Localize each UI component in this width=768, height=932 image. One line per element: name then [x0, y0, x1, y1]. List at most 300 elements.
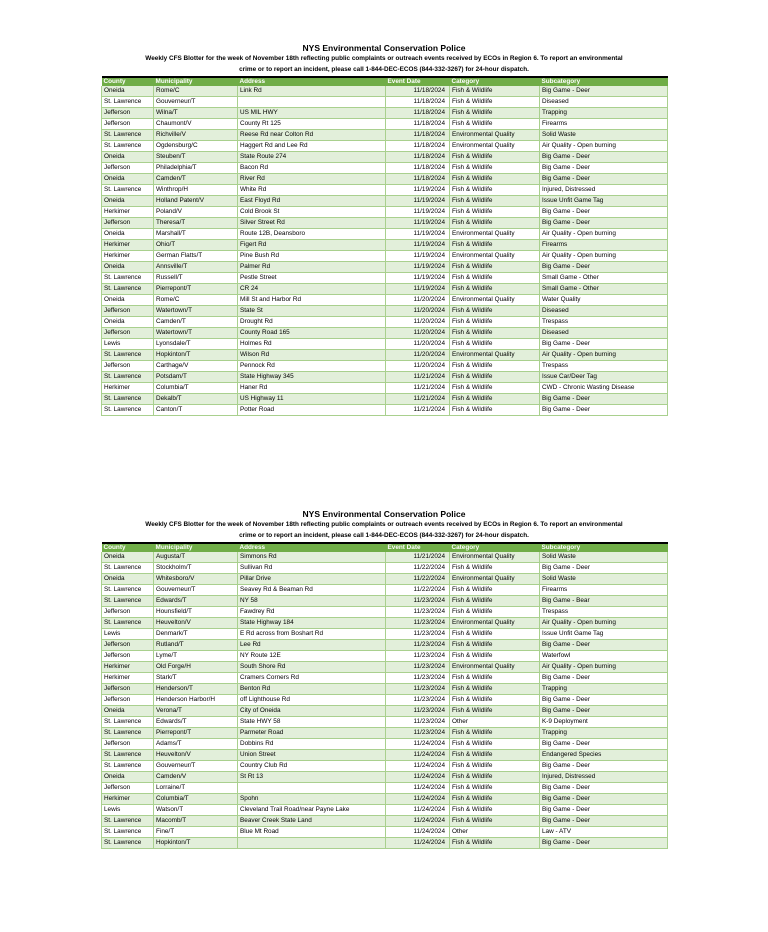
table-row [102, 838, 668, 849]
subcategory-cell: Air Quality - Open burning [540, 662, 668, 673]
address-cell: South Shore Rd [238, 662, 386, 673]
category-cell: Fish & Wildlife [450, 328, 540, 339]
county-cell: Oneida [102, 262, 154, 273]
event-date-cell: 11/23/2024 [386, 728, 450, 739]
municipality-cell: Watertown/T [154, 328, 238, 339]
address-cell: Pillar Drive [238, 574, 386, 585]
event-date-cell: 11/20/2024 [386, 361, 450, 372]
county-cell: St. Lawrence [102, 372, 154, 383]
category-cell: Fish & Wildlife [450, 739, 540, 750]
address-cell: Holmes Rd [238, 339, 386, 350]
county-cell: St. Lawrence [102, 618, 154, 629]
event-date-cell: 11/21/2024 [386, 383, 450, 394]
subcategory-cell: Big Game - Deer [540, 218, 668, 229]
event-date-cell: 11/24/2024 [386, 761, 450, 772]
table-row [102, 596, 668, 607]
table-row [102, 805, 668, 816]
address-cell: River Rd [238, 174, 386, 185]
county-cell: Herkimer [102, 240, 154, 251]
municipality-cell: Edwards/T [154, 596, 238, 607]
county-cell: St. Lawrence [102, 717, 154, 728]
event-date-cell: 11/22/2024 [386, 563, 450, 574]
table-row [102, 163, 668, 174]
address-cell: County Rt 125 [238, 119, 386, 130]
table-row [102, 640, 668, 651]
address-cell: State St [238, 306, 386, 317]
subcategory-cell: Big Game - Deer [540, 339, 668, 350]
county-cell: St. Lawrence [102, 130, 154, 141]
table-row [102, 761, 668, 772]
event-date-cell: 11/21/2024 [386, 405, 450, 416]
municipality-cell: Gouverneur/T [154, 97, 238, 108]
table-row [102, 97, 668, 108]
address-cell: Cleveland Trail Road/near Payne Lake [238, 805, 386, 816]
county-cell: Oneida [102, 706, 154, 717]
category-cell: Fish & Wildlife [450, 207, 540, 218]
category-cell: Fish & Wildlife [450, 684, 540, 695]
category-cell: Fish & Wildlife [450, 339, 540, 350]
municipality-cell: Canton/T [154, 405, 238, 416]
address-cell: NY 58 [238, 596, 386, 607]
address-cell: Fawdrey Rd [238, 607, 386, 618]
category-cell: Fish & Wildlife [450, 750, 540, 761]
table-row [102, 607, 668, 618]
subcategory-cell: Big Game - Deer [540, 174, 668, 185]
municipality-cell: Potsdam/T [154, 372, 238, 383]
event-date-cell: 11/23/2024 [386, 596, 450, 607]
subcategory-cell: Firearms [540, 119, 668, 130]
category-cell: Fish & Wildlife [450, 761, 540, 772]
address-cell: Potter Road [238, 405, 386, 416]
county-cell: Oneida [102, 152, 154, 163]
municipality-cell: Columbia/T [154, 383, 238, 394]
subcategory-cell: Big Game - Deer [540, 394, 668, 405]
category-cell: Other [450, 827, 540, 838]
table-row [102, 662, 668, 673]
table-row [102, 196, 668, 207]
county-cell: Jefferson [102, 684, 154, 695]
event-date-cell: 11/23/2024 [386, 651, 450, 662]
county-cell: Herkimer [102, 383, 154, 394]
table-row [102, 108, 668, 119]
address-cell: Pennock Rd [238, 361, 386, 372]
county-cell: Herkimer [102, 673, 154, 684]
category-cell: Environmental Quality [450, 295, 540, 306]
table-row [102, 174, 668, 185]
category-cell: Fish & Wildlife [450, 284, 540, 295]
subcategory-cell: Issue Car/Deer Tag [540, 372, 668, 383]
event-date-cell: 11/18/2024 [386, 163, 450, 174]
county-cell: Herkimer [102, 794, 154, 805]
event-date-cell: 11/19/2024 [386, 218, 450, 229]
table-row [102, 618, 668, 629]
address-cell: St Rt 13 [238, 772, 386, 783]
county-cell: Jefferson [102, 361, 154, 372]
event-date-cell: 11/19/2024 [386, 207, 450, 218]
category-cell: Fish & Wildlife [450, 640, 540, 651]
county-cell: St. Lawrence [102, 596, 154, 607]
county-cell: Herkimer [102, 207, 154, 218]
event-date-cell: 11/21/2024 [386, 552, 450, 563]
table-row [102, 295, 668, 306]
municipality-cell: Ogdensburg/C [154, 141, 238, 152]
municipality-cell: Heuvelton/V [154, 750, 238, 761]
subtitle-line-1: Weekly CFS Blotter for the week of November 18th reflecting public complaints or outreach events received by ECOs in Region 6. To report an environmental [145, 55, 623, 62]
table-row [102, 141, 668, 152]
category-cell: Fish & Wildlife [450, 108, 540, 119]
table-row [102, 185, 668, 196]
county-cell: Jefferson [102, 119, 154, 130]
table-header-row [102, 543, 668, 552]
table-row [102, 684, 668, 695]
subcategory-cell: K-9 Deployment [540, 717, 668, 728]
address-cell: Mill St and Harbor Rd [238, 295, 386, 306]
event-date-cell: 11/23/2024 [386, 706, 450, 717]
event-date-cell: 11/24/2024 [386, 739, 450, 750]
blotter-table [101, 542, 668, 849]
table-row [102, 207, 668, 218]
event-date-cell: 11/19/2024 [386, 240, 450, 251]
event-date-cell: 11/18/2024 [386, 152, 450, 163]
subcategory-cell: Big Game - Deer [540, 563, 668, 574]
event-date-cell: 11/18/2024 [386, 97, 450, 108]
subcategory-cell: Big Game - Deer [540, 739, 668, 750]
address-cell: Simmons Rd [238, 552, 386, 563]
subcategory-cell: Big Game - Deer [540, 816, 668, 827]
subcategory-cell: Injured, Distressed [540, 772, 668, 783]
address-cell: Figert Rd [238, 240, 386, 251]
table-row [102, 772, 668, 783]
category-cell: Fish & Wildlife [450, 772, 540, 783]
blotter-section-2 [101, 509, 667, 849]
address-cell: Pestle Street [238, 273, 386, 284]
event-date-cell: 11/19/2024 [386, 284, 450, 295]
category-cell: Environmental Quality [450, 662, 540, 673]
event-date-cell: 11/22/2024 [386, 585, 450, 596]
municipality-cell: Stark/T [154, 673, 238, 684]
county-cell: Oneida [102, 86, 154, 97]
table-row [102, 673, 668, 684]
address-cell [238, 783, 386, 794]
table-row [102, 783, 668, 794]
category-cell: Fish & Wildlife [450, 629, 540, 640]
address-cell: Cramers Corners Rd [238, 673, 386, 684]
county-cell: Jefferson [102, 306, 154, 317]
address-cell: Route 12B, Deansboro [238, 229, 386, 240]
address-cell: Haggert Rd and Lee Rd [238, 141, 386, 152]
table-header-row [102, 77, 668, 86]
municipality-cell: Ohio/T [154, 240, 238, 251]
category-cell: Environmental Quality [450, 618, 540, 629]
municipality-cell: Holland Patent/V [154, 196, 238, 207]
county-cell: Lewis [102, 629, 154, 640]
subcategory-cell: Big Game - Deer [540, 761, 668, 772]
county-cell: Oneida [102, 196, 154, 207]
table-row [102, 552, 668, 563]
county-cell: Jefferson [102, 739, 154, 750]
municipality-cell: Carthage/V [154, 361, 238, 372]
table-row [102, 372, 668, 383]
table-row [102, 383, 668, 394]
category-cell: Fish & Wildlife [450, 405, 540, 416]
table-row [102, 306, 668, 317]
category-cell: Environmental Quality [450, 141, 540, 152]
municipality-cell: Augusta/T [154, 552, 238, 563]
county-cell: Herkimer [102, 251, 154, 262]
event-date-cell: 11/18/2024 [386, 108, 450, 119]
county-cell: St. Lawrence [102, 750, 154, 761]
category-cell: Fish & Wildlife [450, 563, 540, 574]
municipality-cell: Rome/C [154, 86, 238, 97]
municipality-cell: Dekalb/T [154, 394, 238, 405]
category-cell: Fish & Wildlife [450, 152, 540, 163]
event-date-cell: 11/24/2024 [386, 750, 450, 761]
subcategory-cell: Big Game - Deer [540, 152, 668, 163]
subcategory-cell: Diseased [540, 97, 668, 108]
event-date-cell: 11/18/2024 [386, 141, 450, 152]
address-cell: Spohn [238, 794, 386, 805]
county-cell: Oneida [102, 229, 154, 240]
subcategory-cell: CWD - Chronic Wasting Disease [540, 383, 668, 394]
subcategory-cell: Big Game - Deer [540, 86, 668, 97]
subtitle-line-2: crime or to report an incident, please call 1-844-DEC-ECOS (844-332-3267) for 24-hour dispatch. [239, 65, 529, 73]
table-row [102, 240, 668, 251]
municipality-cell: Gouverneur/T [154, 585, 238, 596]
subcategory-cell: Big Game - Deer [540, 794, 668, 805]
municipality-cell: Hopkinton/T [154, 350, 238, 361]
category-cell: Fish & Wildlife [450, 728, 540, 739]
address-cell: Pine Bush Rd [238, 251, 386, 262]
event-date-cell: 11/19/2024 [386, 196, 450, 207]
address-cell: Palmer Rd [238, 262, 386, 273]
column-header-category: Category [450, 77, 540, 86]
county-cell: St. Lawrence [102, 827, 154, 838]
county-cell: Lewis [102, 339, 154, 350]
address-cell: State Highway 345 [238, 372, 386, 383]
county-cell: Jefferson [102, 163, 154, 174]
address-cell: off Lighthouse Rd [238, 695, 386, 706]
subcategory-cell: Issue Unfit Game Tag [540, 629, 668, 640]
event-date-cell: 11/22/2024 [386, 574, 450, 585]
subcategory-cell: Small Game - Other [540, 273, 668, 284]
address-cell [238, 97, 386, 108]
event-date-cell: 11/20/2024 [386, 350, 450, 361]
municipality-cell: Richville/V [154, 130, 238, 141]
address-cell: US Highway 11 [238, 394, 386, 405]
subcategory-cell: Big Game - Deer [540, 695, 668, 706]
event-date-cell: 11/19/2024 [386, 273, 450, 284]
category-cell: Environmental Quality [450, 130, 540, 141]
subcategory-cell: Diseased [540, 328, 668, 339]
event-date-cell: 11/18/2024 [386, 86, 450, 97]
column-header-county: County [102, 77, 154, 86]
event-date-cell: 11/23/2024 [386, 695, 450, 706]
event-date-cell: 11/21/2024 [386, 394, 450, 405]
subcategory-cell: Injured, Distressed [540, 185, 668, 196]
address-cell: City of Oneida [238, 706, 386, 717]
subcategory-cell: Trespass [540, 317, 668, 328]
category-cell: Fish & Wildlife [450, 816, 540, 827]
municipality-cell: Winthrop/H [154, 185, 238, 196]
table-row [102, 728, 668, 739]
subcategory-cell: Air Quality - Open burning [540, 618, 668, 629]
subcategory-cell: Endangered Species [540, 750, 668, 761]
table-row [102, 405, 668, 416]
category-cell: Fish & Wildlife [450, 372, 540, 383]
event-date-cell: 11/19/2024 [386, 262, 450, 273]
subcategory-cell: Big Game - Deer [540, 640, 668, 651]
event-date-cell: 11/24/2024 [386, 816, 450, 827]
county-cell: Oneida [102, 295, 154, 306]
column-header-event-date: Event Date [386, 543, 450, 552]
county-cell: St. Lawrence [102, 728, 154, 739]
event-date-cell: 11/18/2024 [386, 119, 450, 130]
address-cell: E Rd across from Boshart Rd [238, 629, 386, 640]
address-cell: Parmeter Road [238, 728, 386, 739]
county-cell: St. Lawrence [102, 816, 154, 827]
address-cell: Wilson Rd [238, 350, 386, 361]
municipality-cell: Heuvelton/V [154, 618, 238, 629]
county-cell: St. Lawrence [102, 585, 154, 596]
table-row [102, 563, 668, 574]
category-cell: Fish & Wildlife [450, 273, 540, 284]
address-cell: State Highway 184 [238, 618, 386, 629]
event-date-cell: 11/18/2024 [386, 130, 450, 141]
address-cell: US MIL HWY [238, 108, 386, 119]
event-date-cell: 11/24/2024 [386, 772, 450, 783]
table-row [102, 394, 668, 405]
table-row [102, 651, 668, 662]
column-header-county: County [102, 543, 154, 552]
county-cell: Oneida [102, 174, 154, 185]
table-row [102, 328, 668, 339]
category-cell: Fish & Wildlife [450, 185, 540, 196]
subcategory-cell: Law - ATV [540, 827, 668, 838]
table-row [102, 218, 668, 229]
municipality-cell: Denmark/T [154, 629, 238, 640]
municipality-cell: Gouverneur/T [154, 761, 238, 772]
county-cell: St. Lawrence [102, 563, 154, 574]
category-cell: Fish & Wildlife [450, 838, 540, 849]
municipality-cell: Russell/T [154, 273, 238, 284]
table-row [102, 350, 668, 361]
event-date-cell: 11/19/2024 [386, 251, 450, 262]
municipality-cell: Pierrepont/T [154, 284, 238, 295]
table-body [102, 86, 668, 416]
event-date-cell: 11/19/2024 [386, 229, 450, 240]
subcategory-cell: Trespass [540, 607, 668, 618]
table-body [102, 552, 668, 849]
county-cell: St. Lawrence [102, 405, 154, 416]
category-cell: Fish & Wildlife [450, 119, 540, 130]
category-cell: Fish & Wildlife [450, 585, 540, 596]
municipality-cell: Columbia/T [154, 794, 238, 805]
address-cell: Union Street [238, 750, 386, 761]
category-cell: Fish & Wildlife [450, 805, 540, 816]
table-row [102, 229, 668, 240]
event-date-cell: 11/21/2024 [386, 372, 450, 383]
document-title: NYS Environmental Conservation Police [302, 43, 466, 53]
category-cell: Fish & Wildlife [450, 306, 540, 317]
county-cell: Jefferson [102, 695, 154, 706]
table-row [102, 152, 668, 163]
event-date-cell: 11/24/2024 [386, 783, 450, 794]
category-cell: Fish & Wildlife [450, 783, 540, 794]
event-date-cell: 11/19/2024 [386, 185, 450, 196]
column-header-municipality: Municipality [154, 543, 238, 552]
category-cell: Fish & Wildlife [450, 673, 540, 684]
municipality-cell: Philadelphia/T [154, 163, 238, 174]
municipality-cell: German Flatts/T [154, 251, 238, 262]
address-cell: Benton Rd [238, 684, 386, 695]
address-cell: Country Club Rd [238, 761, 386, 772]
municipality-cell: Adams/T [154, 739, 238, 750]
category-cell: Fish & Wildlife [450, 394, 540, 405]
category-cell: Fish & Wildlife [450, 695, 540, 706]
county-cell: Jefferson [102, 108, 154, 119]
county-cell: St. Lawrence [102, 273, 154, 284]
event-date-cell: 11/23/2024 [386, 607, 450, 618]
category-cell: Fish & Wildlife [450, 706, 540, 717]
event-date-cell: 11/23/2024 [386, 684, 450, 695]
subcategory-cell: Big Game - Bear [540, 596, 668, 607]
category-cell: Fish & Wildlife [450, 174, 540, 185]
event-date-cell: 11/20/2024 [386, 339, 450, 350]
address-cell: Link Rd [238, 86, 386, 97]
subcategory-cell: Big Game - Deer [540, 838, 668, 849]
municipality-cell: Whitesboro/V [154, 574, 238, 585]
county-cell: St. Lawrence [102, 141, 154, 152]
municipality-cell: Steuben/T [154, 152, 238, 163]
address-cell: State Route 274 [238, 152, 386, 163]
municipality-cell: Lyonsdale/T [154, 339, 238, 350]
municipality-cell: Annsville/T [154, 262, 238, 273]
subcategory-cell: Waterfowl [540, 651, 668, 662]
municipality-cell: Rutland/T [154, 640, 238, 651]
county-cell: Oneida [102, 574, 154, 585]
address-cell: Reese Rd near Colton Rd [238, 130, 386, 141]
subcategory-cell: Solid Waste [540, 552, 668, 563]
event-date-cell: 11/23/2024 [386, 640, 450, 651]
blotter-section-1 [101, 43, 667, 416]
subcategory-cell: Big Game - Deer [540, 673, 668, 684]
municipality-cell: Marshall/T [154, 229, 238, 240]
document-subtitle [101, 520, 667, 541]
address-cell: Seavey Rd & Beaman Rd [238, 585, 386, 596]
municipality-cell: Macomb/T [154, 816, 238, 827]
address-cell: Silver Street Rd [238, 218, 386, 229]
county-cell: Jefferson [102, 218, 154, 229]
subcategory-cell: Big Game - Deer [540, 805, 668, 816]
municipality-cell: Old Forge/H [154, 662, 238, 673]
event-date-cell: 11/18/2024 [386, 174, 450, 185]
county-cell: Oneida [102, 552, 154, 563]
address-cell: Dobbins Rd [238, 739, 386, 750]
subcategory-cell: Solid Waste [540, 130, 668, 141]
address-cell: Lee Rd [238, 640, 386, 651]
address-cell [238, 838, 386, 849]
municipality-cell: Lorraine/T [154, 783, 238, 794]
event-date-cell: 11/23/2024 [386, 618, 450, 629]
address-cell: White Rd [238, 185, 386, 196]
county-cell: Oneida [102, 317, 154, 328]
subcategory-cell: Air Quality - Open burning [540, 229, 668, 240]
address-cell: Bacon Rd [238, 163, 386, 174]
category-cell: Fish & Wildlife [450, 262, 540, 273]
category-cell: Fish & Wildlife [450, 196, 540, 207]
event-date-cell: 11/20/2024 [386, 306, 450, 317]
municipality-cell: Fine/T [154, 827, 238, 838]
